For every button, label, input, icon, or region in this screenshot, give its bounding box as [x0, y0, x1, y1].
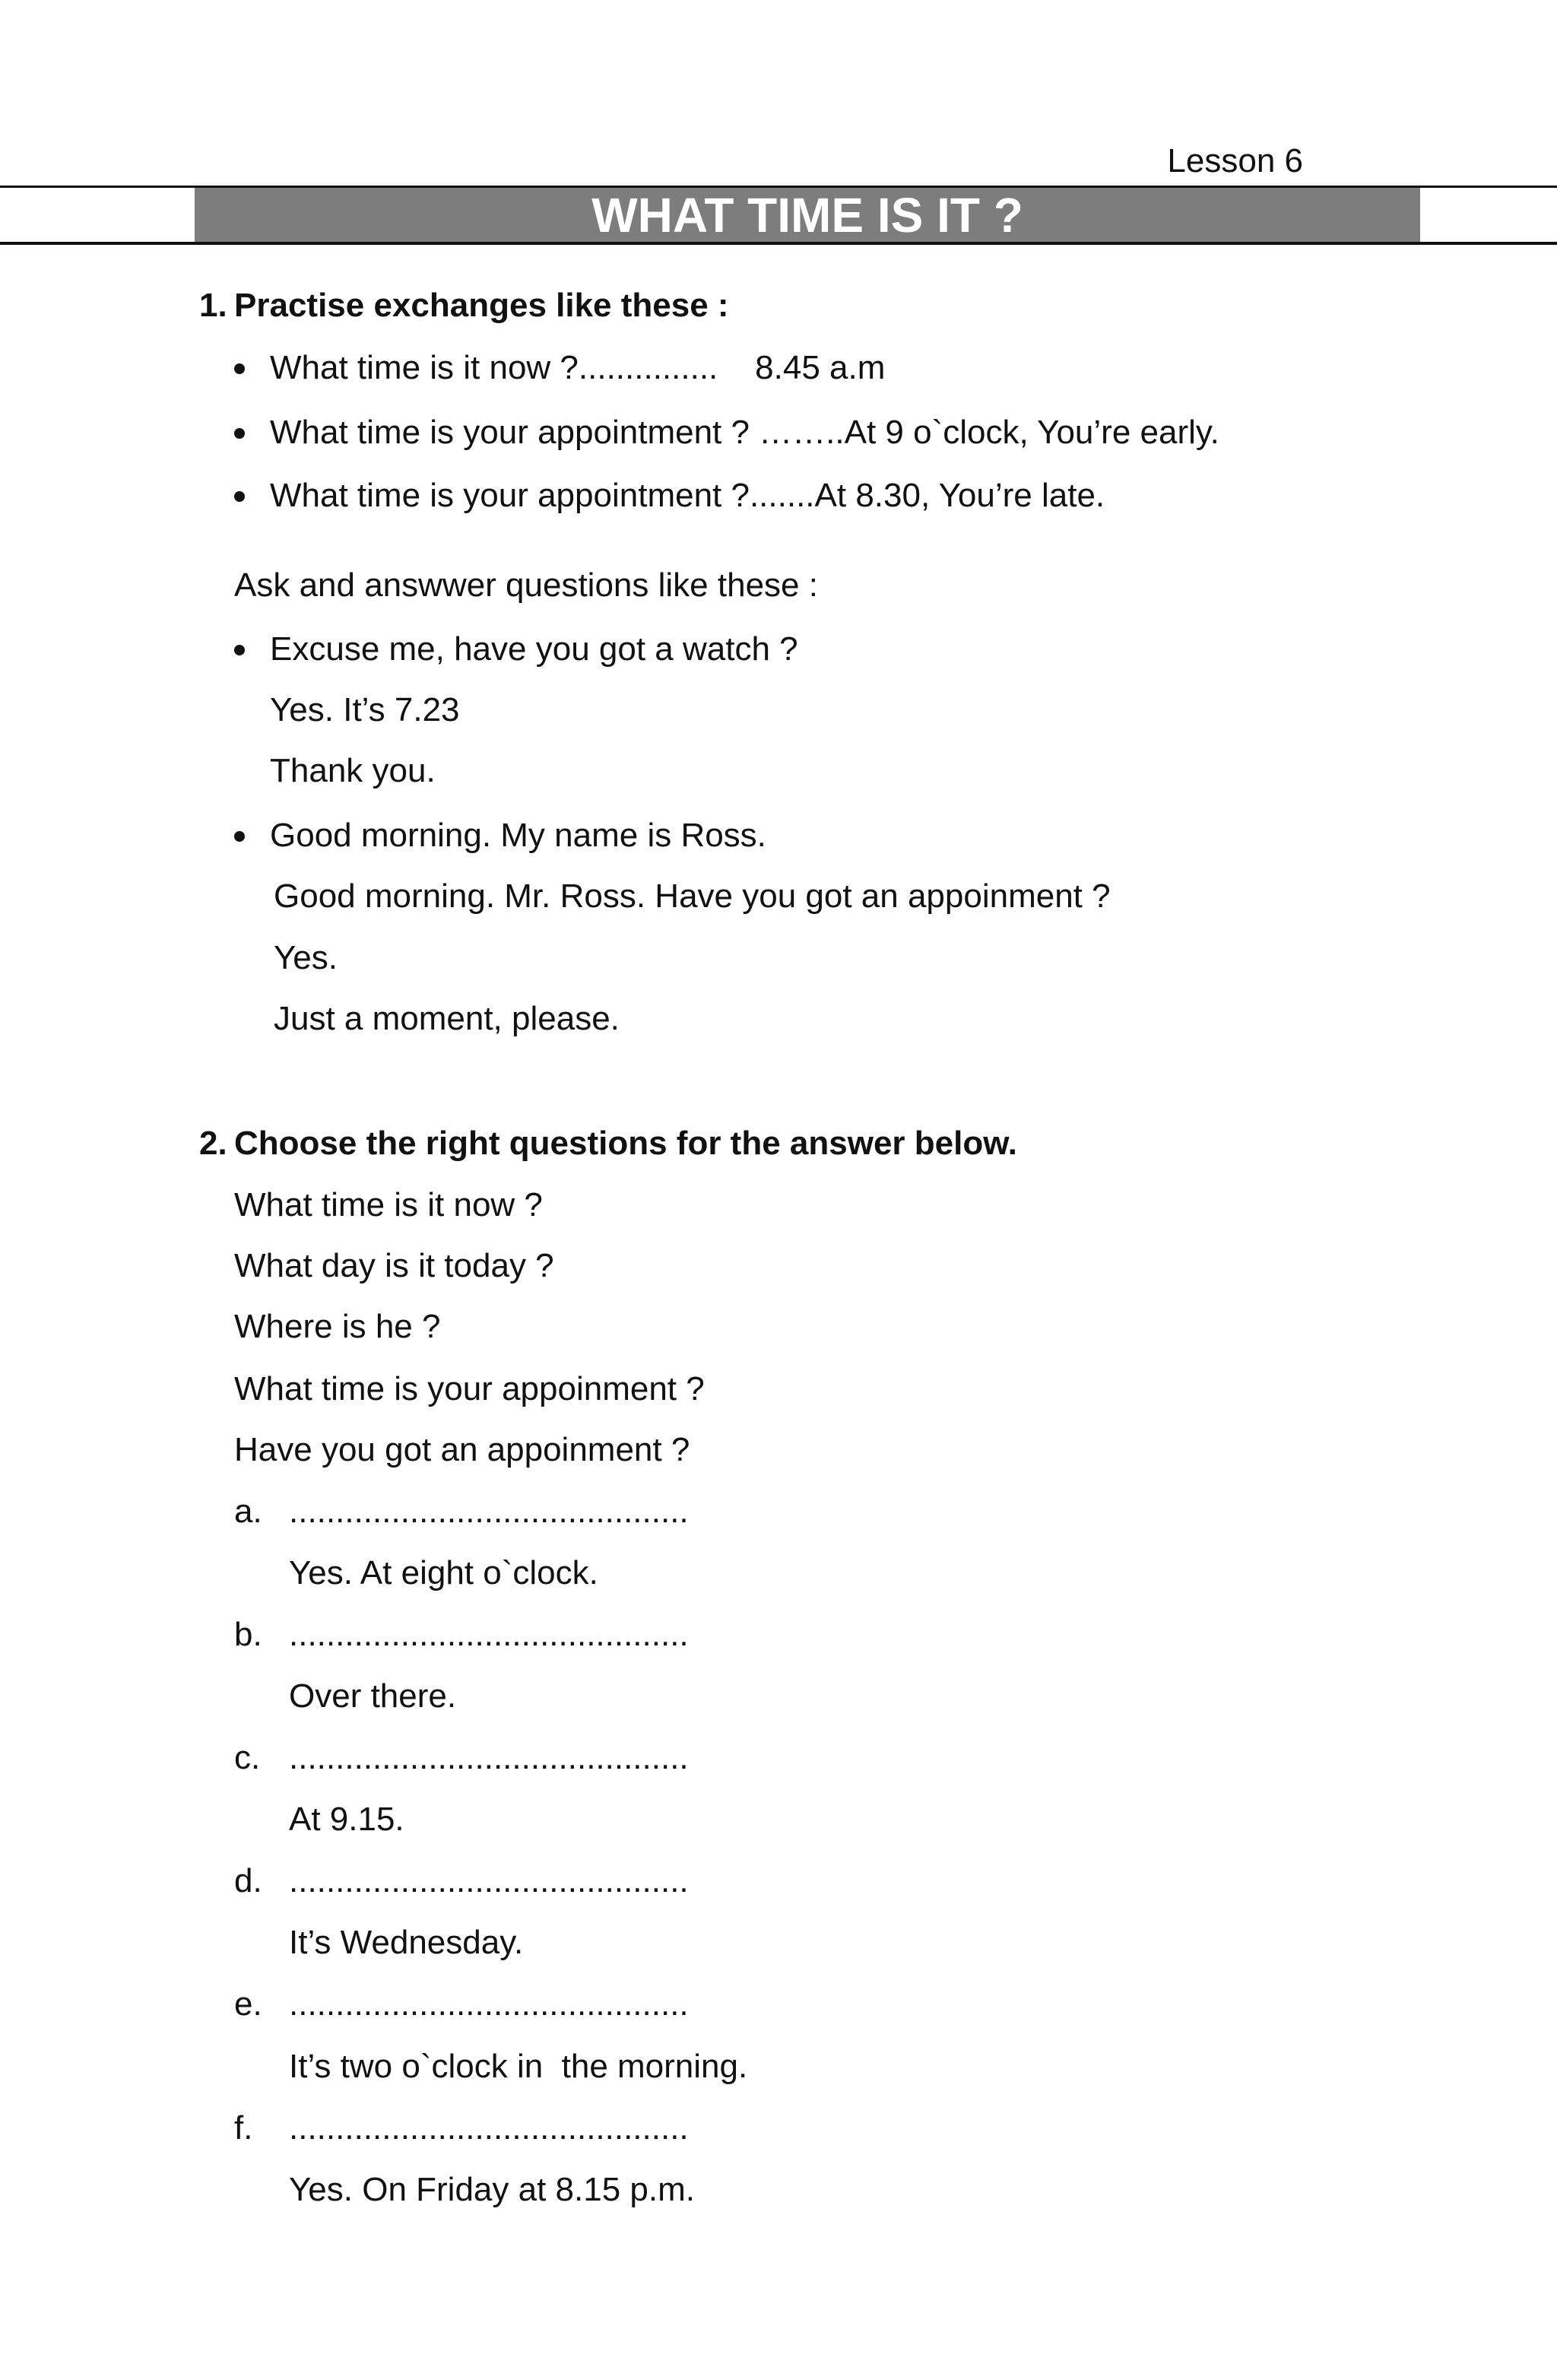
- item-letter: b.: [234, 1616, 262, 1653]
- item-answer: It’s Wednesday.: [289, 1924, 524, 1961]
- question-option: What day is it today ?: [234, 1247, 554, 1284]
- section2-heading: Choose the right questions for the answer below.: [234, 1125, 1018, 1162]
- section2-number: 2.: [199, 1125, 227, 1162]
- item-answer: Yes. On Friday at 8.15 p.m.: [289, 2171, 695, 2208]
- answer-blank: ...........................................: [289, 1493, 689, 1530]
- section1-heading: Practise exchanges like these :: [234, 287, 729, 324]
- section1-intro: Ask and answwer questions like these :: [234, 566, 818, 604]
- page-title: WHAT TIME IS IT ?: [591, 187, 1023, 243]
- answer-blank: ...........................................: [289, 1739, 689, 1776]
- dialog-line: Yes. It’s 7.23: [270, 691, 460, 728]
- item-letter: d.: [234, 1862, 262, 1899]
- title-band: [195, 188, 1420, 242]
- dialog-line: Thank you.: [270, 752, 436, 789]
- item-letter: e.: [234, 1985, 262, 2023]
- item-answer: Over there.: [289, 1677, 457, 1715]
- dialog-line: Yes.: [274, 939, 338, 976]
- bullet-icon: [234, 645, 245, 655]
- bullet-icon: [234, 428, 245, 439]
- section1-number: 1.: [199, 287, 227, 324]
- exchange-line: What time is your appointment ?.......At 8.30, You’re late.: [270, 477, 1105, 514]
- dialog-line: Good morning. Mr. Ross. Have you got an appoinment ?: [274, 877, 1111, 915]
- item-answer: It’s two o`clock in the morning.: [289, 2048, 748, 2085]
- answer-blank: ...........................................: [289, 1985, 689, 2023]
- header-rule-bottom: [0, 242, 1557, 245]
- item-answer: At 9.15.: [289, 1801, 404, 1838]
- answer-blank: ...........................................: [289, 2109, 689, 2147]
- bullet-icon: [234, 831, 245, 842]
- exchange-line: What time is your appointment ? ……..At 9 o`clock, You’re early.: [270, 414, 1219, 451]
- item-answer: Yes. At eight o`clock.: [289, 1554, 598, 1591]
- answer-blank: ...........................................: [289, 1862, 689, 1899]
- lesson-label: Lesson 6: [1167, 142, 1303, 179]
- item-letter: a.: [234, 1493, 262, 1530]
- bullet-icon: [234, 363, 245, 374]
- answer-blank: ...........................................: [289, 1616, 689, 1653]
- dialog-line: Excuse me, have you got a watch ?: [270, 630, 798, 668]
- question-option: What time is your appoinment ?: [234, 1370, 705, 1407]
- question-option: Where is he ?: [234, 1308, 441, 1345]
- bullet-icon: [234, 491, 245, 502]
- dialog-line: Good morning. My name is Ross.: [270, 817, 766, 854]
- exchange-line: What time is it now ?............... 8.45 a.m: [270, 349, 886, 386]
- item-letter: c.: [234, 1739, 261, 1776]
- item-letter: f.: [234, 2109, 253, 2147]
- dialog-line: Just a moment, please.: [274, 1000, 620, 1037]
- question-option: What time is it now ?: [234, 1186, 543, 1223]
- question-option: Have you got an appoinment ?: [234, 1431, 690, 1468]
